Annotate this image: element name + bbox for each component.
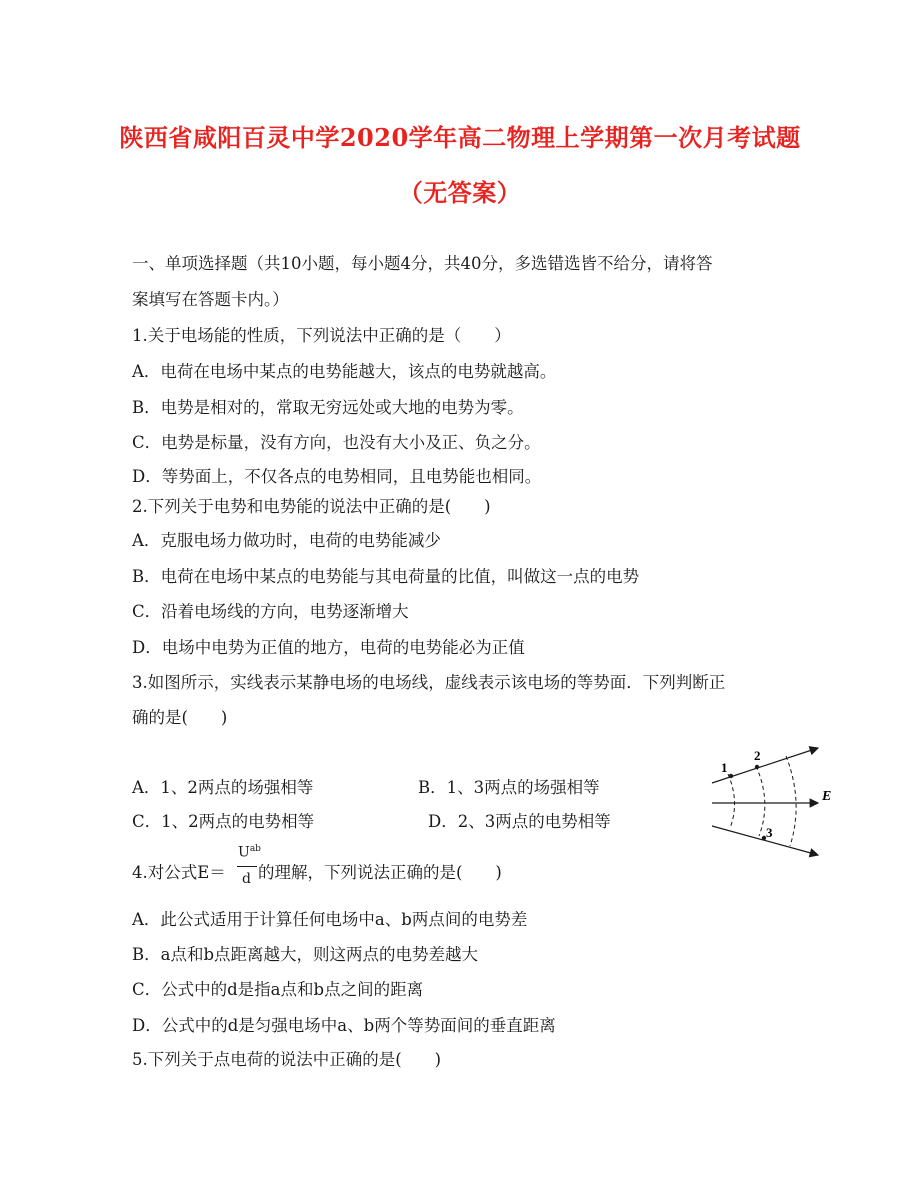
question-stem-suffix: 的理解，下列说法正确的是( ) bbox=[258, 863, 502, 882]
option-b: B．a点和b点距离越大，则这两点的电势差越大 bbox=[132, 945, 479, 964]
option-c: C．1、2两点的电势相等 bbox=[132, 812, 315, 831]
field-line-upper bbox=[712, 748, 818, 783]
option-d: D．公式中的d是匀强电场中a、b两个等势面间的垂直距离 bbox=[132, 1016, 556, 1035]
point-2 bbox=[755, 765, 759, 769]
option-a: A．克服电场力做功时，电荷的电势能减少 bbox=[132, 531, 441, 550]
fraction-denominator: d bbox=[242, 871, 251, 887]
label-2: 2 bbox=[754, 748, 761, 763]
electric-field-figure bbox=[706, 740, 836, 860]
option-b: B．电势是相对的，常取无穷远处或大地的电势为零。 bbox=[132, 398, 524, 417]
point-1 bbox=[729, 774, 733, 778]
fraction-bar bbox=[237, 866, 257, 867]
option-c: C．沿着电场线的方向，电势逐渐增大 bbox=[132, 602, 409, 621]
option-a: A．1、2两点的场强相等 bbox=[132, 778, 314, 797]
option-d: D．2、3两点的电势相等 bbox=[428, 812, 611, 831]
option-b: B．电荷在电场中某点的电势能与其电荷量的比值，叫做这一点的电势 bbox=[132, 567, 640, 586]
option-b: B．1、3两点的场强相等 bbox=[418, 778, 600, 797]
option-d: D．等势面上，不仅各点的电势相同，且电势能也相同。 bbox=[132, 467, 542, 486]
section-heading-cont: 案填写在答题卡内。） bbox=[132, 290, 289, 309]
fraction-u: U bbox=[238, 844, 250, 861]
option-a: A．电荷在电场中某点的电势能越大，该点的电势就越高。 bbox=[132, 362, 557, 381]
question-stem-cont: 确的是( ) bbox=[132, 708, 228, 727]
field-line-lower bbox=[712, 826, 818, 855]
option-c: C．电势是标量，没有方向，也没有大小及正、负之分。 bbox=[132, 433, 541, 452]
equipotential-2 bbox=[756, 766, 765, 836]
title-line-2: （无答案） bbox=[398, 178, 522, 207]
fraction-subscript: ab bbox=[249, 844, 261, 854]
label-3: 3 bbox=[766, 825, 773, 840]
option-a: A．此公式适用于计算任何电场中a、b两点间的电势差 bbox=[132, 910, 528, 929]
section-heading: 一、单项选择题（共10小题，每小题4分，共40分，多选错选皆不给分，请将答 bbox=[132, 254, 713, 273]
label-e: E bbox=[822, 789, 832, 804]
equipotential-1 bbox=[728, 774, 735, 828]
option-c: C．公式中的d是指a点和b点之间的距离 bbox=[132, 980, 424, 999]
question-stem: 3.如图所示，实线表示某静电场的电场线，虚线表示该电场的等势面．下列判断正 bbox=[132, 673, 726, 692]
equipotential-3 bbox=[786, 756, 796, 846]
question-stem: 2.下列关于电势和电势能的说法中正确的是( ) bbox=[132, 497, 491, 516]
question-stem: 5.下列关于点电荷的说法中正确的是( ) bbox=[132, 1050, 442, 1069]
label-1: 1 bbox=[721, 760, 728, 775]
option-d: D．电场中电势为正值的地方，电荷的电势能必为正值 bbox=[132, 638, 525, 657]
title-line-1: 陕西省咸阳百灵中学2020学年高二物理上学期第一次月考试题 bbox=[119, 123, 801, 152]
question-stem: 1.关于电场能的性质，下列说法中正确的是（ ） bbox=[132, 326, 511, 345]
question-stem-prefix: 4.对公式E＝ bbox=[132, 863, 226, 882]
